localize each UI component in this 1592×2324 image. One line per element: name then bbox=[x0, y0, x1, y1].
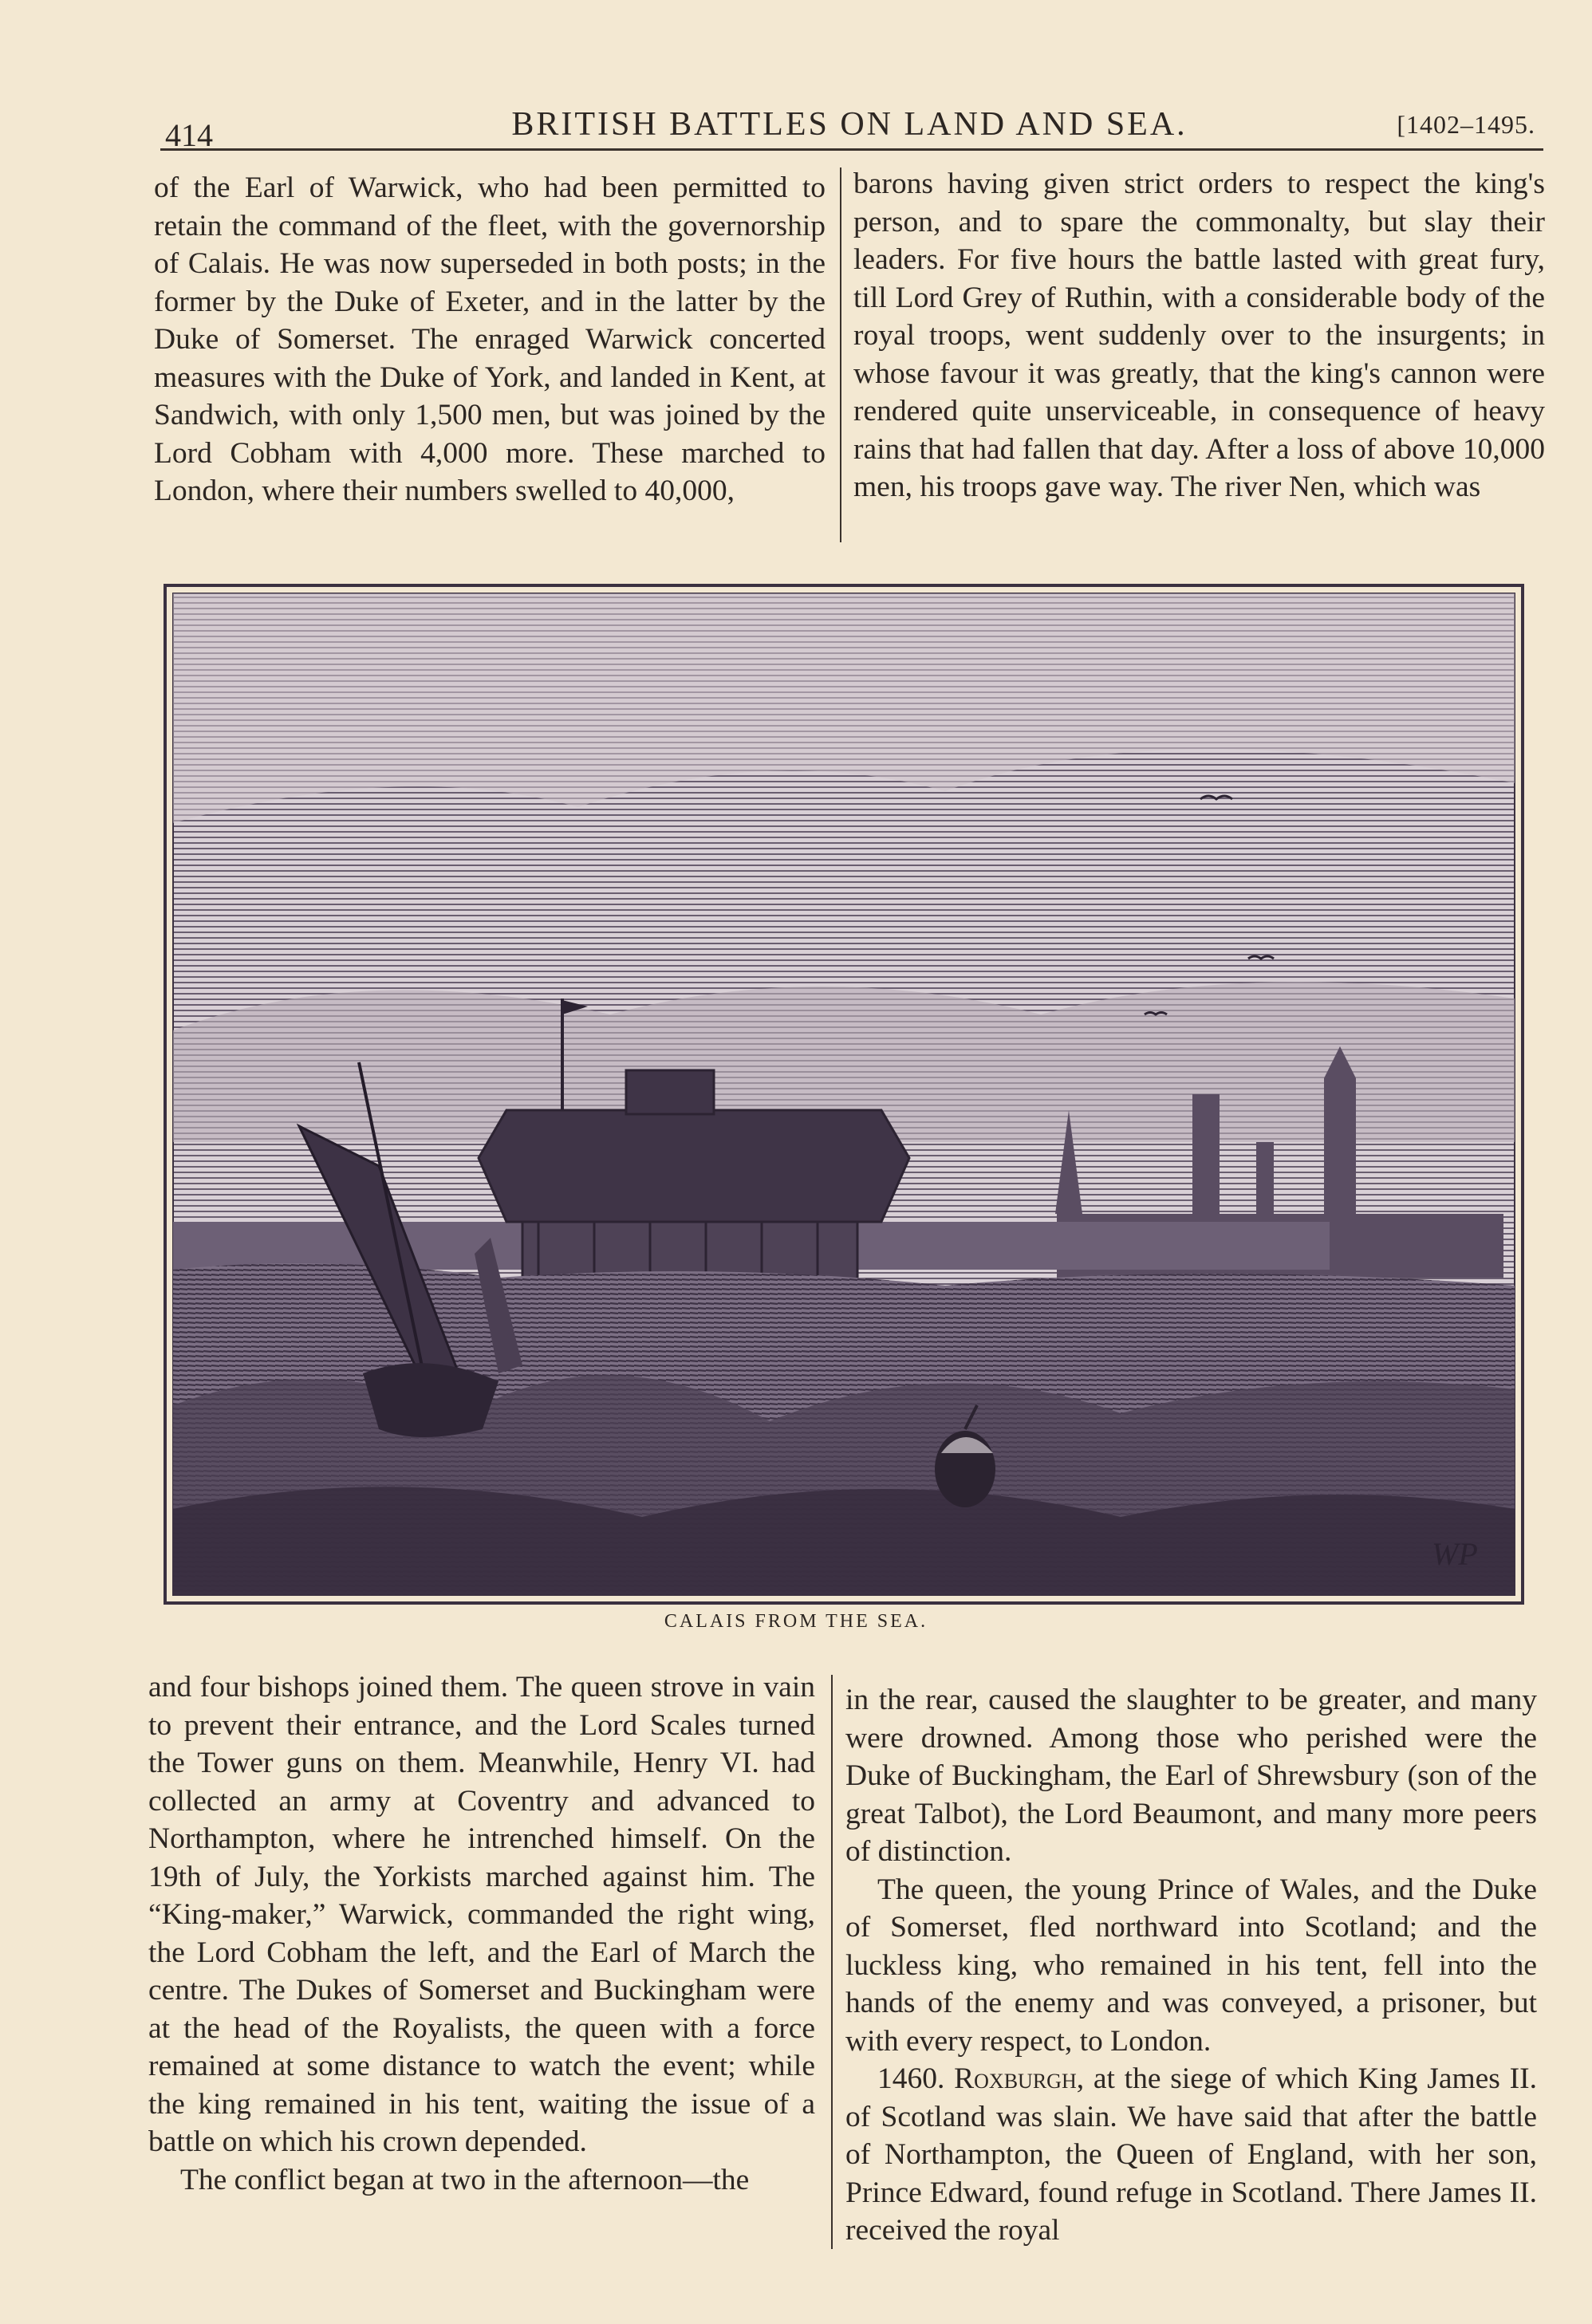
engraving-calais bbox=[164, 584, 1524, 1605]
column-top-left bbox=[154, 169, 826, 510]
header-rule bbox=[160, 148, 1543, 151]
running-header bbox=[156, 96, 1543, 153]
paragraph: The conflict began at two in the afternoon—the bbox=[180, 2163, 750, 2196]
paragraph: and four bishops joined them. The queen strove in vain to prevent their entrance, and the Lord Scales turned the Tower guns on them. Meanwhile, Henry VI. had collected an army at Coventry and advanced to Northampton, where he intrenched himself. On the 19th of July, the Yorkists marched against him. The “King-maker,” Warwick, commanded the right wing, the Lord Cobham the left, and the Earl of March the centre. The Dukes of Somerset and Buckingham were at the head of the Royalists, the queen with a force remained at some distance to watch the event; while the king remained in his tent, waiting the issue of a battle on which his crown depended. bbox=[148, 1671, 815, 2158]
date-range: [1402–1495. bbox=[1397, 110, 1535, 139]
column-divider bbox=[831, 1675, 833, 2249]
section-year: 1460. bbox=[877, 2062, 945, 2095]
paragraph bbox=[845, 2060, 1537, 2250]
column-divider bbox=[840, 167, 841, 542]
engraver-monogram: WP bbox=[1432, 1536, 1478, 1572]
section-heading-roxburgh: Roxburgh, bbox=[954, 2062, 1085, 2095]
column-top-right bbox=[853, 165, 1545, 506]
section-text: at the siege of which King James II. of Scotland was slain. We have said that after the battle of Northampton, the Queen of England, with her son, Prince Edward, found refuge in Scotland. There James II. received the royal bbox=[845, 2062, 1537, 2247]
figure-caption: CALAIS FROM THE SEA. bbox=[664, 1611, 928, 1632]
paragraph: barons having given strict orders to respect the king's person, and to spare the commonalty, but slay their leaders. For five hours the battle lasted with great fury, till Lord Grey of Ruthin, with a considerable body of the royal troops, went suddenly over to the insurgents; in whose favour it was greatly, that the king's cannon were rendered quite unserviceable, in consequence of heavy rains that had fallen that day. After a loss of above 10,000 men, his troops gave way. The river Nen, which was bbox=[853, 167, 1545, 503]
paragraph: in the rear, caused the slaughter to be greater, and many were drowned. Among those who perished were the Duke of Buckingham, the Earl of Shrewsbury (son of the great Talbot), the Lord Beaumont, and many more peers of distinction. bbox=[845, 1684, 1537, 1868]
running-title: BRITISH BATTLES ON LAND AND SEA. bbox=[511, 106, 1188, 143]
paragraph: of the Earl of Warwick, who had been permitted to retain the command of the fleet, with the governorship of Calais. He was now superseded in both posts; in the former by the Duke of Exeter, and in the latter by the Duke of Somerset. The enraged Warwick concerted measures with the Duke of York, and landed in Kent, at Sandwich, with only 1,500 men, but was joined by the Lord Cobham with 4,000 more. These marched to London, where their numbers swelled to 40,000, bbox=[154, 171, 826, 507]
column-bottom-right bbox=[845, 1681, 1537, 2250]
page-number: 414 bbox=[165, 117, 213, 153]
engraving-svg bbox=[164, 584, 1524, 1605]
column-bottom-left bbox=[148, 1668, 815, 2199]
paragraph: The queen, the young Prince of Wales, and the Duke of Somerset, fled northward into Scotland; and the luckless king, who remained in his tent, fell into the hands of the enemy and was conveyed, a prisoner, but with every respect, to London. bbox=[845, 1873, 1537, 2058]
